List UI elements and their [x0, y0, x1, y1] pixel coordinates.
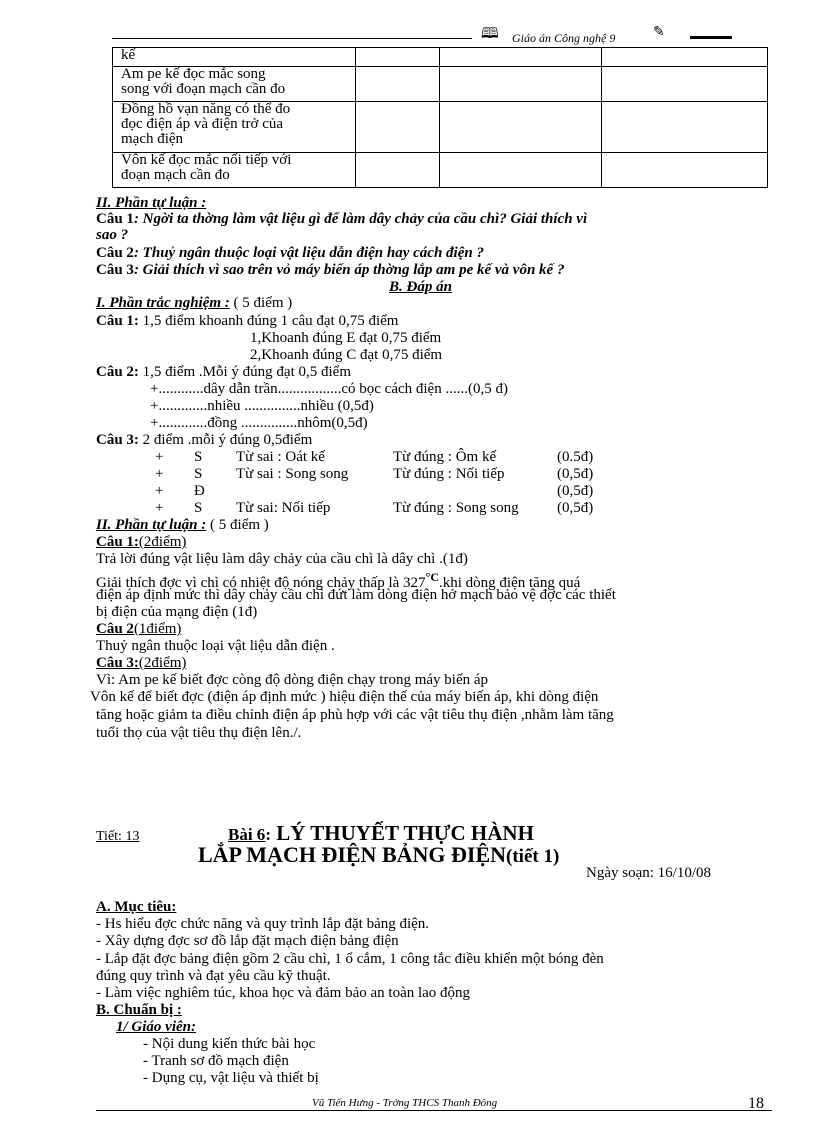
question-1-text: : Ngời ta thờng làm vật liệu gì để làm dây chảy của cầu chì? Giải thích vì	[133, 211, 588, 227]
footer-author: Vũ Tiến Hưng - Trờng THCS Thanh Đông	[312, 1097, 498, 1109]
row-score: (0,5đ)	[557, 483, 594, 499]
footer-rule	[96, 1110, 772, 1111]
part2-answer-1-line2b: .khi dòng điện tăng quá	[439, 575, 581, 591]
question-1-label: Câu 1	[96, 211, 134, 227]
row-wrong: Từ sai : Song song	[236, 466, 349, 482]
lesson-title-text: LÝ THUYẾT THỰC HÀNH	[270, 821, 534, 845]
table-cell	[602, 153, 768, 188]
row-wrong: Từ sai: Nối tiếp	[236, 500, 331, 516]
lesson-title-text-2: LẮP MẠCH ĐIỆN BẢNG ĐIỆN	[198, 842, 507, 867]
header-title: Giáo án Công nghệ 9	[512, 31, 616, 45]
part2-answer-1-line3: điện áp định mức thì dây chảy cầu chì đứt làm dòng điện hở mạch bảo vệ đợc các thiết	[96, 587, 616, 603]
table-cell-label: Vôn kế đọc mắc nối tiếp với đoạn mạch cần đo	[113, 153, 356, 188]
lesson-title-line2	[198, 842, 560, 867]
question-3	[96, 263, 564, 278]
part1-title	[96, 296, 292, 311]
table-cell	[602, 48, 768, 67]
question-2	[96, 246, 484, 261]
question-1	[96, 212, 587, 227]
row-plus: +	[155, 466, 164, 482]
table-row	[113, 67, 768, 102]
preparation-title: B. Chuẩn bị :	[96, 1002, 182, 1018]
part2-answer-1-line2a: Giải thích đợc vì chì có nhiệt độ nóng chảy thấp là 327	[96, 575, 426, 591]
section-essay-title: II. Phần tự luận :	[96, 195, 207, 211]
part1-answer-3-text: 2 điểm .mỗi ý đúng 0,5điểm	[138, 432, 313, 448]
row-right: Từ đúng : Ôm kế	[393, 449, 497, 465]
part2-title-text: II. Phần tự luận :	[96, 517, 207, 533]
part2-answer-1-points: (2điểm)	[138, 534, 187, 550]
table-cell	[602, 67, 768, 102]
part2-answer-3-points: (2điểm)	[138, 655, 187, 671]
lesson-colon: :	[265, 825, 271, 844]
lesson-period: Tiết: 13	[96, 829, 140, 844]
table-cell-label: Am pe kế đọc mắc song song với đoạn mạch cần đo	[113, 67, 356, 102]
table-cell	[440, 67, 602, 102]
question-3-label: Câu 3	[96, 262, 134, 278]
table-cell	[356, 67, 440, 102]
objective-item: - Làm việc nghiêm túc, khoa học và đảm bảo an toàn lao động	[96, 985, 471, 1001]
part1-answer-2-line3: +.............nhiều ...............nhiều (0,5đ)	[150, 398, 374, 414]
part1-answer-1-line2: 1,Khoanh đúng E đạt 0,75 điểm	[250, 330, 442, 346]
row-wrong: Từ sai : Oát kế	[236, 449, 325, 465]
preparation-item: - Nội dung kiến thức bài học	[143, 1036, 316, 1052]
part1-answer-3-label: Câu 3:	[96, 432, 139, 448]
part1-answer-1	[96, 314, 398, 329]
part2-answer-3-line1: Vì: Am pe kế biết đợc còng độ dòng điện chạy trong máy biến áp	[96, 672, 489, 688]
lesson-part: (tiết 1)	[506, 846, 560, 867]
table-row	[113, 153, 768, 188]
part2-answer-1-label: Câu 1:	[96, 534, 139, 550]
objectives-title: A. Mục tiêu:	[96, 899, 177, 915]
row-score: (0,5đ)	[557, 466, 594, 482]
part1-answer-2-text: 1,5 điểm .Mỗi ý đúng đạt 0,5 điểm	[138, 364, 351, 380]
part2-title-suffix: ( 5 điểm )	[206, 517, 269, 533]
objective-item: - Lắp đặt đợc bảng điện gồm 2 cầu chì, 1 ổ cắm, 1 công tắc điều khiển một bóng đèn	[96, 951, 604, 967]
part1-answer-2-label: Câu 2:	[96, 364, 139, 380]
part2-answer-3-heading	[96, 656, 186, 671]
row-score: (0.5đ)	[557, 449, 594, 465]
row-mark: S	[194, 500, 203, 516]
part1-answer-1-label: Câu 1:	[96, 313, 139, 329]
row-score: (0,5đ)	[557, 500, 594, 516]
table-cell	[602, 102, 768, 153]
table-cell	[440, 153, 602, 188]
table-cell	[440, 48, 602, 67]
part2-title	[96, 518, 269, 533]
part1-title-text: I. Phần trắc nghiệm :	[96, 295, 230, 311]
part2-answer-2-heading	[96, 622, 181, 637]
part1-answer-2	[96, 365, 351, 380]
answer-heading: B. Đáp án	[389, 279, 452, 295]
header-rule-left	[112, 38, 472, 39]
table-cell	[440, 102, 602, 153]
table-cell-label: kế	[113, 48, 356, 67]
answer-table	[112, 47, 768, 188]
lesson-number: Bài 6	[228, 825, 266, 844]
table-cell-label: Đồng hồ vạn năng có thể đo đọc điện áp và điện trở của mạch điện	[113, 102, 356, 153]
row-plus: +	[155, 483, 164, 499]
preparation-item: - Tranh sơ đồ mạch điện	[143, 1053, 289, 1069]
part2-answer-3-line3: tăng hoặc giảm ta điều chỉnh điện áp phù hợp với các vật tiêu thụ điện ,nhằm làm tăng	[96, 707, 614, 723]
row-plus: +	[155, 500, 164, 516]
part2-answer-3-line4: tuổi thọ của vật tiêu thụ điện lên./.	[96, 725, 302, 741]
lesson-title-line1	[228, 821, 534, 845]
part2-answer-2-label: Câu 2	[96, 621, 134, 637]
part1-answer-2-line4: +.............đồng ...............nhôm(0,5đ)	[150, 415, 368, 431]
table-row	[113, 48, 768, 67]
objective-item: đúng quy trình và đạt yêu cầu kỹ thuật.	[96, 968, 331, 984]
degree-celsius: °C	[425, 570, 439, 584]
table-row	[113, 102, 768, 153]
part2-answer-2-points: (1điểm)	[133, 621, 182, 637]
part2-answer-1-heading	[96, 535, 186, 550]
question-2-text: : Thuỷ ngân thuộc loại vật liệu dẫn điện hay cách điện ?	[133, 245, 484, 261]
header-rule-right	[690, 36, 732, 39]
part2-answer-2-line1: Thuỷ ngân thuộc loại vật liệu dẫn điện .	[96, 638, 335, 654]
part2-answer-3-label: Câu 3:	[96, 655, 139, 671]
part1-answer-2-line2: +............dây dẫn trần.................có bọc cách điện ......(0,5 đ)	[150, 381, 508, 397]
objective-item: - Xây dựng đợc sơ đồ lắp đặt mạch điện bảng điện	[96, 933, 399, 949]
part2-answer-1-line4: bị điện của mạng điện (1đ)	[96, 604, 258, 620]
table-cell	[356, 102, 440, 153]
row-right: Từ đúng : Nối tiếp	[393, 466, 505, 482]
row-mark: Đ	[194, 483, 205, 499]
part1-title-suffix: ( 5 điểm )	[229, 295, 293, 311]
table-cell	[356, 153, 440, 188]
question-2-label: Câu 2	[96, 245, 134, 261]
row-mark: S	[194, 466, 203, 482]
objective-item: - Hs hiểu đợc chức năng và quy trình lắp đặt bảng điện.	[96, 916, 430, 932]
row-mark: S	[194, 449, 203, 465]
question-1-text-cont: sao ?	[96, 227, 129, 243]
part1-answer-1-line3: 2,Khoanh đúng C đạt 0,75 điểm	[250, 347, 443, 363]
book-icon: 🕮	[481, 26, 499, 42]
row-plus: +	[155, 449, 164, 465]
preparation-item: - Dụng cụ, vật liệu và thiết bị	[143, 1070, 319, 1086]
part2-answer-1-line1: Trả lời đúng vật liệu làm dây chảy của cầu chì là dây chì .(1đ)	[96, 551, 468, 567]
table-cell	[356, 48, 440, 67]
part1-answer-1-text: 1,5 điểm khoanh đúng 1 câu đạt 0,75 điểm	[138, 313, 399, 329]
part2-answer-3-line2: Vôn kế để biết đợc (điện áp định mức ) hiệu điện thế của máy biến áp, khi dòng điện	[90, 689, 599, 705]
preparation-teacher: 1/ Giáo viên:	[116, 1019, 196, 1035]
question-3-text: : Giải thích vì sao trên vỏ máy biến áp thờng lắp am pe kế và vôn kế ?	[133, 262, 565, 278]
part1-answer-3	[96, 433, 312, 448]
row-right: Từ đúng : Song song	[393, 500, 519, 516]
pen-icon: ✎	[653, 25, 665, 40]
page-number: 18	[748, 1095, 764, 1112]
lesson-date: Ngày soạn: 16/10/08	[586, 865, 711, 881]
